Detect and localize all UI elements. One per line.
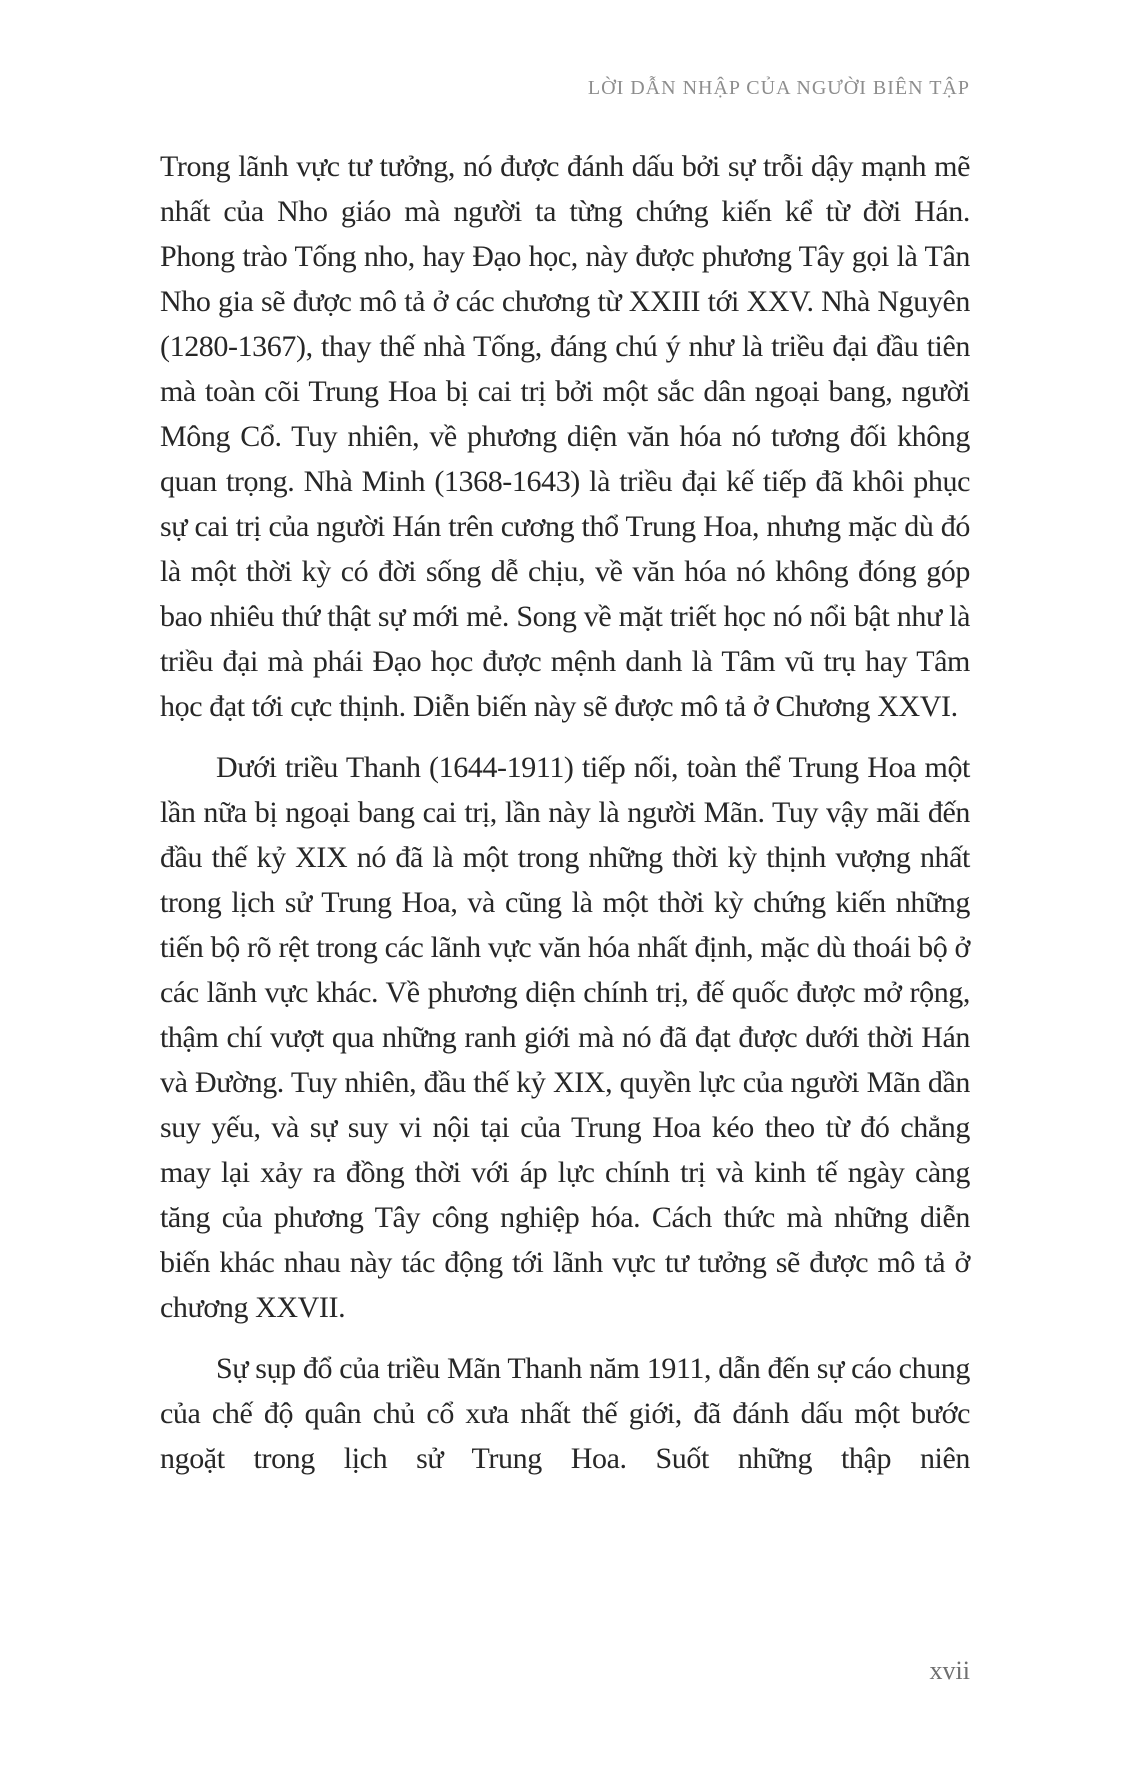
paragraph-3: Sự sụp đổ của triều Mãn Thanh năm 1911, dẫn đến sự cáo chung của chế độ quân chủ cổ xưa nhất thế giới, đã đánh dấu một bước ngoặt trong lịch sử Trung Hoa. Suốt những thập niên	[160, 1352, 970, 1475]
paragraph-1: Trong lãnh vực tư tưởng, nó được đánh dấu bởi sự trỗi dậy mạnh mẽ nhất của Nho giáo mà người ta từng chứng kiến kể từ đời Hán. Phong trào Tống nho, hay Đạo học, này được phương Tây gọi là Tân Nho gia sẽ được mô tả ở các chương từ XXIII tới XXV. Nhà Nguyên (1280-1367), thay thế nhà Tống, đáng chú ý như là triều đại đầu tiên mà toàn cõi Trung Hoa bị cai trị bởi một sắc dân ngoại bang, người Mông Cổ. Tuy nhiên, về phương diện văn hóa nó tương đối không quan trọng. Nhà Minh (1368-1643) là triều đại kế tiếp đã khôi phục sự cai trị của người Hán trên cương thổ Trung Hoa, nhưng mặc dù đó là một thời kỳ có đời sống dễ chịu, về văn hóa nó không đóng góp bao nhiêu thứ thật sự mới mẻ. Song về mặt triết học nó nổi bật như là triều đại mà phái Đạo học được mệnh danh là Tâm vũ trụ hay Tâm học đạt tới cực thịnh. Diễn biến này sẽ được mô tả ở Chương XXVI.	[160, 150, 970, 723]
page-number: xvii	[929, 1656, 970, 1685]
page-body-text	[160, 144, 970, 1497]
running-header: LỜI DẪN NHẬP CỦA NGƯỜI BIÊN TẬP	[587, 77, 970, 99]
paragraph-2: Dưới triều Thanh (1644-1911) tiếp nối, toàn thể Trung Hoa một lần nữa bị ngoại bang cai trị, lần này là người Mãn. Tuy vậy mãi đến đầu thế kỷ XIX nó đã là một trong những thời kỳ thịnh vượng nhất trong lịch sử Trung Hoa, và cũng là một thời kỳ chứng kiến những tiến bộ rõ rệt trong các lãnh vực văn hóa nhất định, mặc dù thoái bộ ở các lãnh vực khác. Về phương diện chính trị, đế quốc được mở rộng, thậm chí vượt qua những ranh giới mà nó đã đạt được dưới thời Hán và Đường. Tuy nhiên, đầu thế kỷ XIX, quyền lực của người Mãn dần suy yếu, và sự suy vi nội tại của Trung Hoa kéo theo từ đó chẳng may lại xảy ra đồng thời với áp lực chính trị và kinh tế ngày càng tăng của phương Tây công nghiệp hóa. Cách thức mà những diễn biến khác nhau này tác động tới lãnh vực tư tưởng sẽ được mô tả ở chương XXVII.	[160, 751, 970, 1324]
